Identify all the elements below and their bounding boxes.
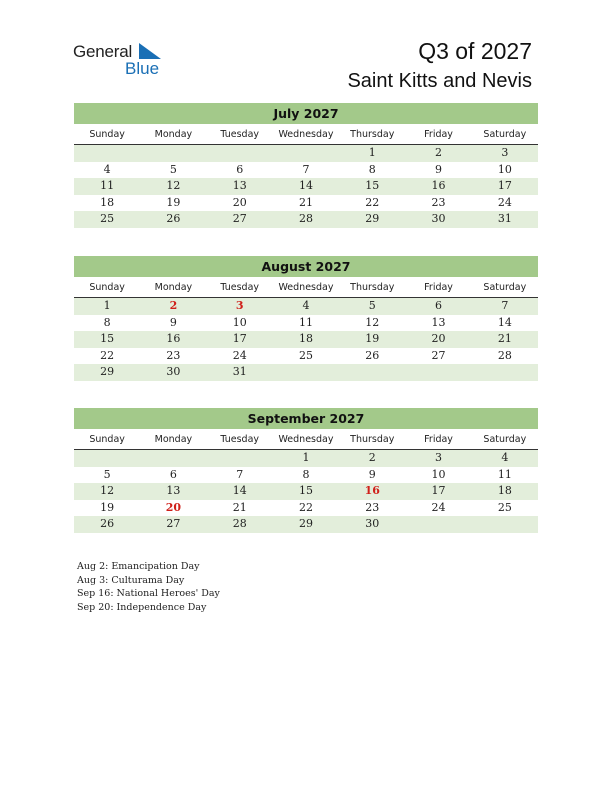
day-cell: 10 xyxy=(431,467,446,481)
day-cell: 21 xyxy=(497,332,512,345)
week-row xyxy=(74,483,538,500)
day-cell: 23 xyxy=(431,195,446,209)
day-cell: 26 xyxy=(166,212,181,225)
weekday-label: Friday xyxy=(424,282,453,293)
day-cell: 28 xyxy=(232,517,247,530)
day-cell: 10 xyxy=(497,162,512,176)
logo-word-blue: Blue xyxy=(125,59,160,78)
day-cell: 22 xyxy=(100,348,115,362)
weekday-label: Monday xyxy=(154,282,193,293)
day-cell: 18 xyxy=(100,195,115,209)
day-cell: 29 xyxy=(365,212,380,225)
day-cell: 16 xyxy=(431,179,446,192)
weekday-label: Friday xyxy=(424,129,453,140)
week-row xyxy=(74,178,538,195)
day-cell xyxy=(74,450,140,467)
day-cell: 31 xyxy=(232,365,247,378)
day-cell: 5 xyxy=(103,467,111,481)
month-header: September 2027 xyxy=(74,408,538,429)
weekday-label: Sunday xyxy=(89,434,125,445)
day-cell: 24 xyxy=(497,195,512,209)
day-cell: 4 xyxy=(302,299,310,312)
day-cell: 22 xyxy=(298,500,313,514)
week-row xyxy=(74,364,538,381)
week-row xyxy=(74,348,538,365)
day-cell: 25 xyxy=(100,212,115,225)
page-subtitle: Saint Kitts and Nevis xyxy=(347,70,532,92)
day-cell: 7 xyxy=(236,467,244,481)
week-row xyxy=(74,500,538,517)
day-cell: 14 xyxy=(497,315,512,329)
day-cell: 12 xyxy=(365,315,380,329)
day-cell xyxy=(472,364,538,381)
day-cell: 9 xyxy=(435,162,443,176)
day-cell: 27 xyxy=(166,517,181,530)
day-cell: 9 xyxy=(368,467,376,481)
day-cell: 20 xyxy=(431,332,446,345)
day-cell: 2 xyxy=(368,451,376,464)
weekday-label: Wednesday xyxy=(278,434,334,445)
day-cell: 13 xyxy=(431,315,446,329)
day-cell: 19 xyxy=(166,195,181,209)
day-cell: 27 xyxy=(232,212,247,225)
page-title: Q3 of 2027 xyxy=(418,38,532,64)
day-cell: 27 xyxy=(431,348,446,362)
weekday-label: Monday xyxy=(154,129,193,140)
day-cell: 29 xyxy=(100,365,115,378)
holiday-note: Aug 3: Culturama Day xyxy=(77,574,185,586)
day-cell: 21 xyxy=(298,195,313,209)
holiday-note: Sep 16: National Heroes' Day xyxy=(77,588,220,599)
day-cell: 19 xyxy=(100,500,115,514)
weekday-label: Wednesday xyxy=(278,129,334,140)
day-cell: 24 xyxy=(431,500,446,514)
day-cell: 4 xyxy=(103,162,111,176)
weekday-label: Sunday xyxy=(89,129,125,140)
day-cell: 16 xyxy=(166,332,181,345)
month-header: July 2027 xyxy=(74,103,538,124)
day-cell xyxy=(140,145,206,162)
day-cell: 3 xyxy=(435,451,443,464)
day-cell: 13 xyxy=(166,484,181,497)
day-cell: 17 xyxy=(232,332,247,345)
month-header: August 2027 xyxy=(74,256,538,277)
weekday-label: Saturday xyxy=(483,434,527,445)
day-cell: 26 xyxy=(100,517,115,530)
day-cell-holiday: 2 xyxy=(169,299,178,312)
day-cell: 28 xyxy=(298,212,313,225)
logo-word-general: General xyxy=(73,42,133,61)
day-cell xyxy=(405,516,471,533)
day-cell: 20 xyxy=(232,195,247,209)
day-cell-holiday: 20 xyxy=(165,500,182,514)
day-cell xyxy=(472,516,538,533)
day-cell: 10 xyxy=(232,315,247,329)
holiday-note: Aug 2: Emancipation Day xyxy=(77,561,200,572)
day-cell: 18 xyxy=(497,484,512,497)
week-row xyxy=(74,211,538,228)
day-cell xyxy=(74,145,140,162)
day-cell: 1 xyxy=(302,451,310,464)
day-cell xyxy=(339,364,405,381)
day-cell: 13 xyxy=(232,179,247,192)
day-cell: 25 xyxy=(497,500,512,514)
week-row xyxy=(74,298,538,315)
day-cell: 17 xyxy=(497,179,512,192)
day-cell: 8 xyxy=(302,467,310,481)
day-cell: 6 xyxy=(435,299,443,312)
weekday-label: Thursday xyxy=(350,434,395,445)
weekday-label: Monday xyxy=(154,434,193,445)
month-calendar-september xyxy=(74,408,538,533)
logo xyxy=(73,42,173,78)
day-cell: 2 xyxy=(435,146,443,159)
weekday-header-row xyxy=(74,280,538,298)
day-cell: 4 xyxy=(501,451,509,464)
week-row xyxy=(74,195,538,212)
day-cell: 19 xyxy=(365,332,380,345)
day-cell: 30 xyxy=(166,365,181,378)
day-cell: 26 xyxy=(365,348,380,362)
day-cell: 6 xyxy=(236,162,244,176)
logo-triangle-icon xyxy=(139,43,161,59)
day-cell xyxy=(273,145,339,162)
day-cell: 12 xyxy=(100,484,115,497)
weekday-header-row xyxy=(74,127,538,145)
day-cell: 18 xyxy=(298,332,313,345)
weekday-label: Thursday xyxy=(350,282,395,293)
day-cell: 21 xyxy=(232,500,247,514)
day-cell: 14 xyxy=(298,179,313,192)
day-cell: 11 xyxy=(497,467,512,481)
day-cell: 6 xyxy=(169,467,177,481)
day-cell: 11 xyxy=(100,179,115,192)
week-row xyxy=(74,331,538,348)
holiday-notes xyxy=(77,560,220,614)
month-calendar-august xyxy=(74,256,538,381)
day-cell: 15 xyxy=(365,179,380,192)
weekday-header-row xyxy=(74,432,538,450)
day-cell: 23 xyxy=(365,500,380,514)
weekday-label: Saturday xyxy=(483,282,527,293)
day-cell xyxy=(207,450,273,467)
weekday-label: Friday xyxy=(424,434,453,445)
day-cell: 1 xyxy=(368,146,376,159)
day-cell: 12 xyxy=(166,179,181,192)
day-cell: 22 xyxy=(365,195,380,209)
day-cell: 14 xyxy=(232,484,247,497)
week-row xyxy=(74,315,538,332)
week-row xyxy=(74,145,538,162)
day-cell-holiday: 3 xyxy=(235,299,244,312)
day-cell: 17 xyxy=(431,484,446,497)
week-row xyxy=(74,516,538,533)
day-cell: 15 xyxy=(298,484,313,497)
day-cell: 8 xyxy=(368,162,376,176)
day-cell: 30 xyxy=(431,212,446,225)
weekday-label: Tuesday xyxy=(220,434,260,445)
day-cell: 30 xyxy=(365,517,380,530)
week-row xyxy=(74,450,538,467)
day-cell: 9 xyxy=(169,315,177,329)
day-cell: 23 xyxy=(166,348,181,362)
day-cell: 8 xyxy=(103,315,111,329)
day-cell: 29 xyxy=(298,517,313,530)
weekday-label: Saturday xyxy=(483,129,527,140)
day-cell: 15 xyxy=(100,332,115,345)
weekday-label: Tuesday xyxy=(220,282,260,293)
weekday-label: Tuesday xyxy=(220,129,260,140)
weekday-label: Thursday xyxy=(350,129,395,140)
day-cell: 5 xyxy=(368,299,376,312)
day-cell: 28 xyxy=(497,348,512,362)
day-cell: 7 xyxy=(501,299,509,312)
week-row xyxy=(74,467,538,484)
day-cell: 1 xyxy=(103,299,111,312)
month-calendar-july xyxy=(74,103,538,228)
day-cell xyxy=(140,450,206,467)
day-cell: 3 xyxy=(501,146,509,159)
day-cell xyxy=(207,145,273,162)
day-cell: 24 xyxy=(232,348,247,362)
weekday-label: Wednesday xyxy=(278,282,334,293)
day-cell-holiday: 16 xyxy=(364,484,380,497)
week-row xyxy=(74,162,538,179)
day-cell: 7 xyxy=(302,162,310,176)
holiday-note: Sep 20: Independence Day xyxy=(77,601,207,613)
day-cell xyxy=(273,364,339,381)
day-cell: 5 xyxy=(169,162,177,176)
day-cell: 25 xyxy=(298,348,313,362)
day-cell: 11 xyxy=(298,315,313,329)
day-cell xyxy=(405,364,471,381)
day-cell: 31 xyxy=(497,212,512,225)
weekday-label: Sunday xyxy=(89,282,125,293)
